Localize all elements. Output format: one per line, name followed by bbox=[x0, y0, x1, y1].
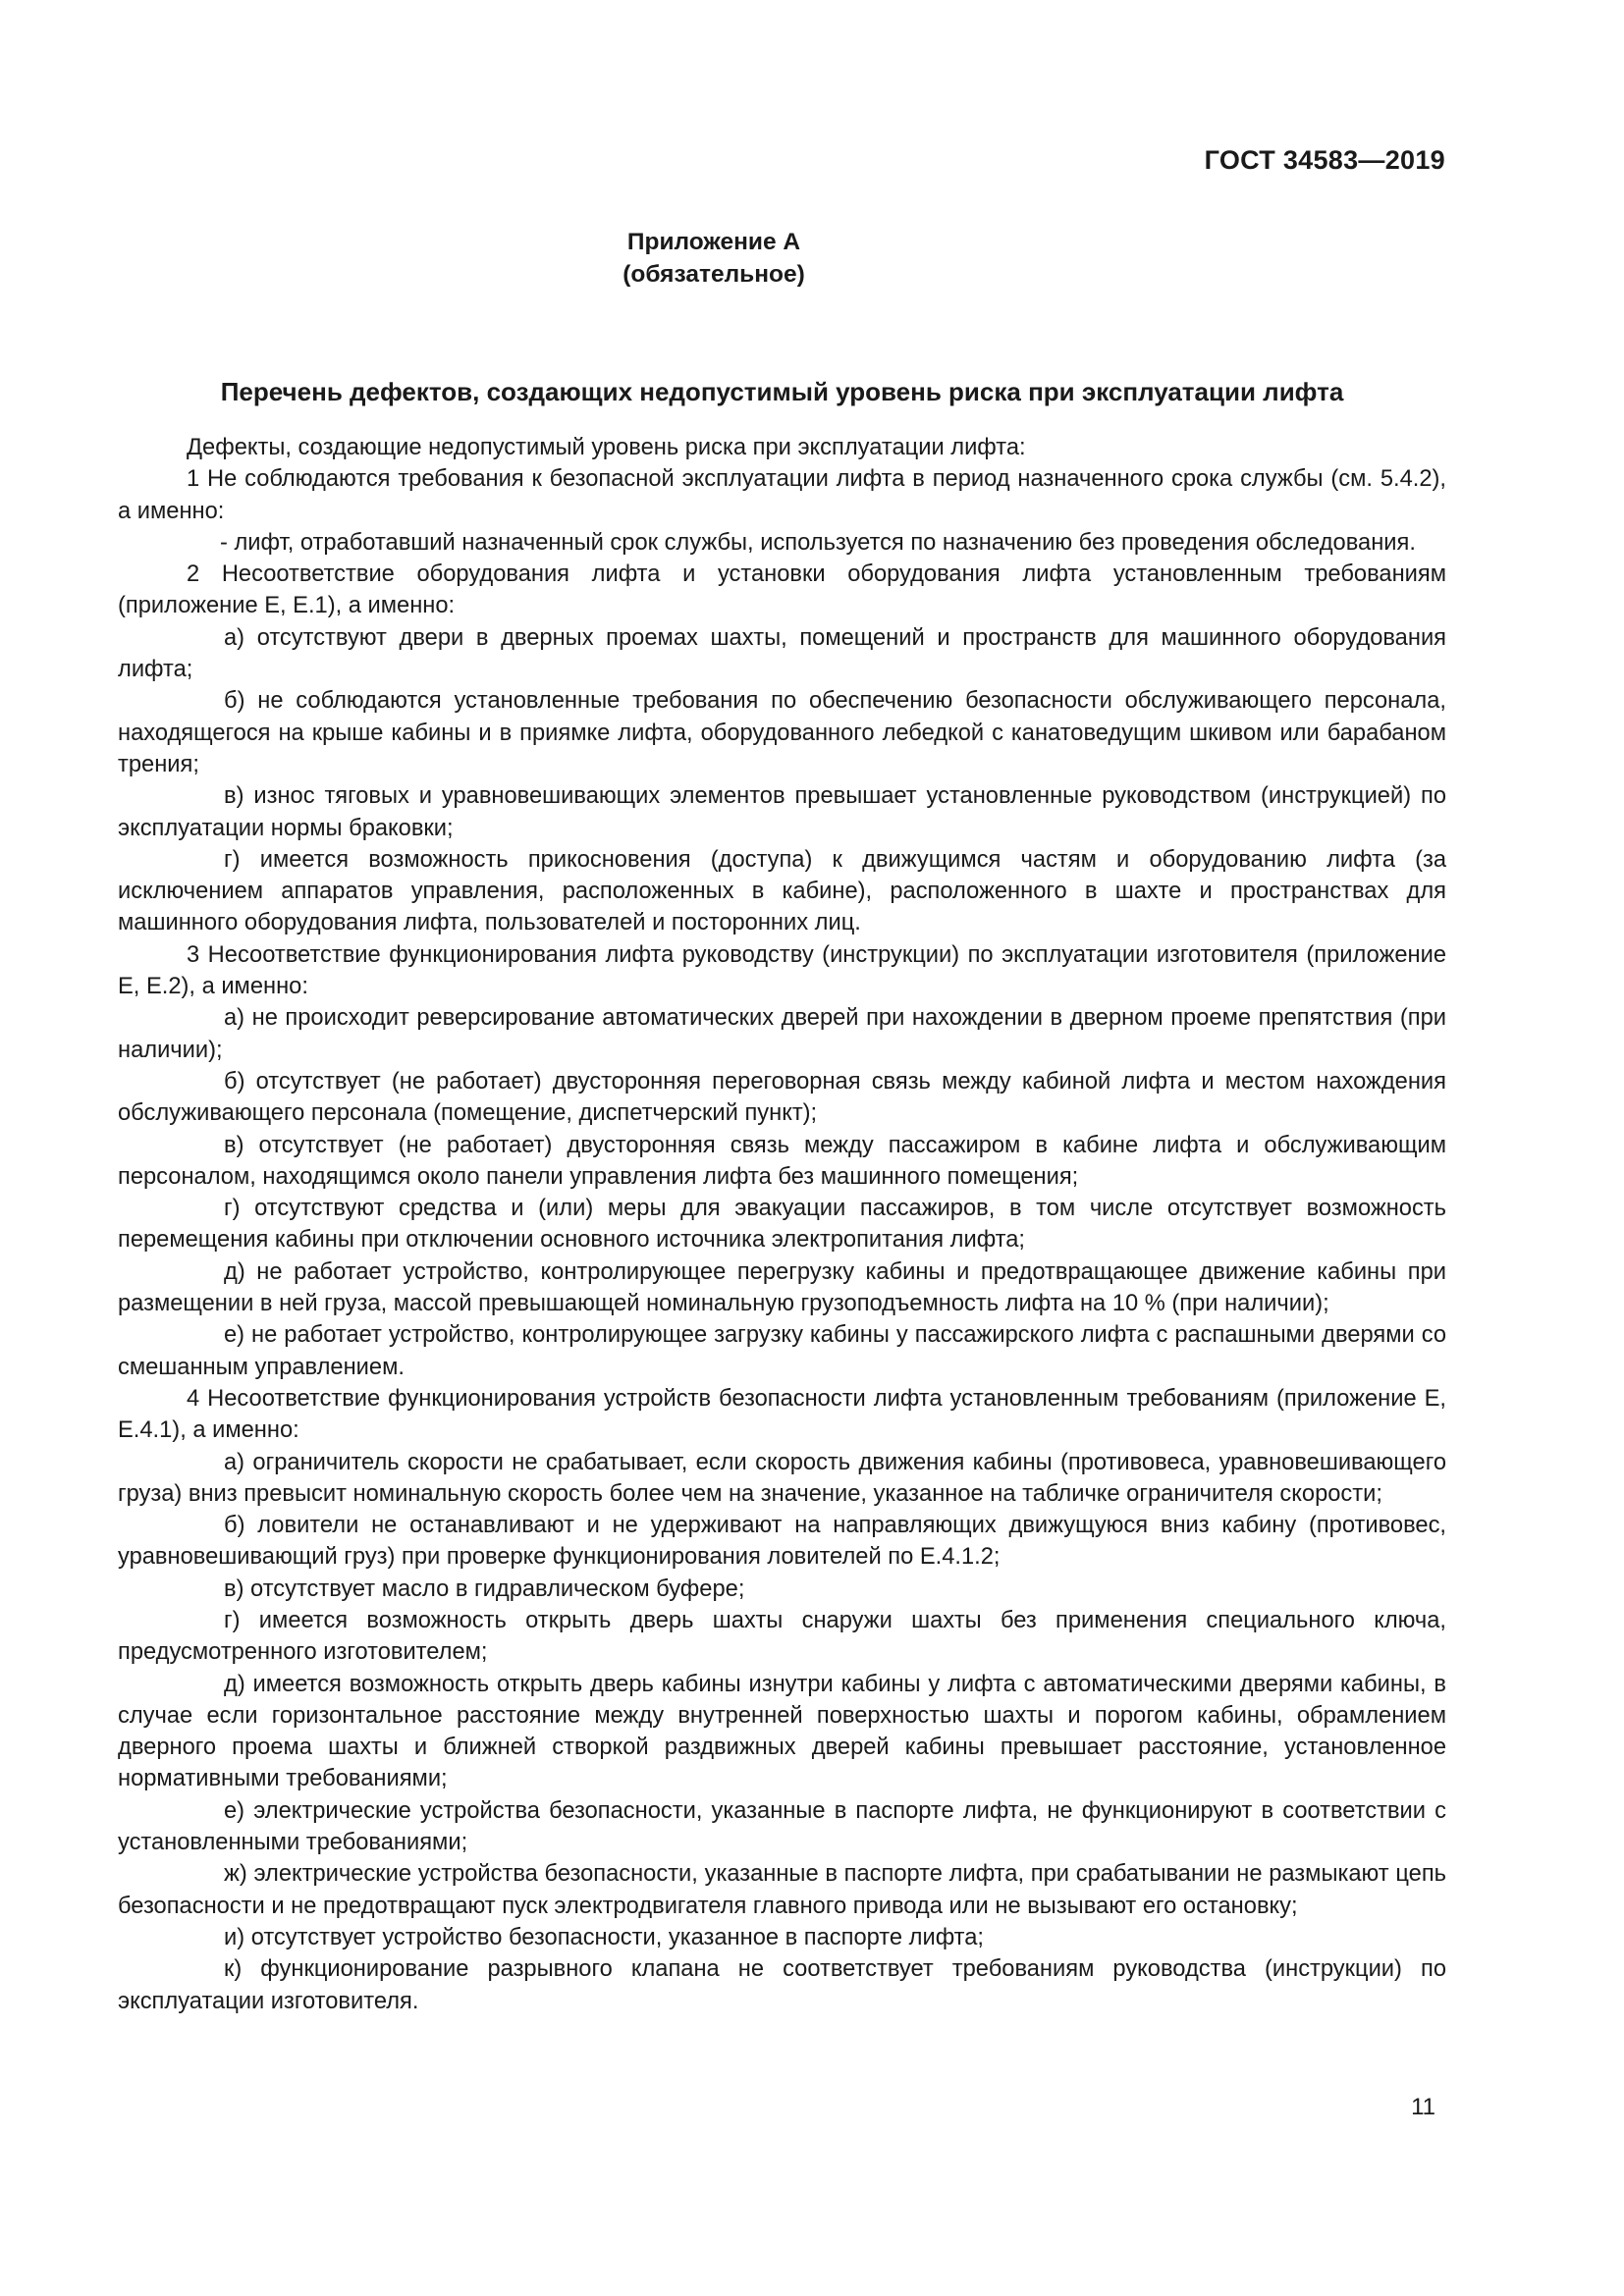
clause-4-item-b: б) ловители не останавливают и не удерживают на направляющих движущуюся вниз кабину (противовес, уравновешивающий груз) при проверке функционирования ловителей по Е.4.1.2; bbox=[118, 1513, 1446, 1571]
clause-1: 1 Не соблюдаются требования к безопасной эксплуатации лифта в период назначенного срока службы (см. 5.4.2), а именно: bbox=[118, 466, 1446, 524]
clause-3-item-g: г) отсутствуют средства и (или) меры для эвакуации пассажиров, в том числе отсутствует возможность перемещения кабины при отключении основного источника электропитания лифта; bbox=[118, 1196, 1446, 1254]
clause-4: 4 Несоответствие функционирования устройств безопасности лифта установленным требованиям (приложение Е, Е.4.1), а именно: bbox=[118, 1385, 1446, 1444]
standard-header: ГОСТ 34583—2019 bbox=[1204, 145, 1445, 175]
clause-2-item-b: б) не соблюдаются установленные требования по обеспечению безопасности обслуживающего персонала, находящегося на крыше кабины и в приямке лифта, оборудованного лебедкой с канатоведущим шкивом или барабаном трения; bbox=[118, 688, 1446, 777]
clause-3-item-e: е) не работает устройство, контролирующее загрузку кабины у пассажирского лифта с распашными дверями со смешанным управлением. bbox=[118, 1322, 1446, 1380]
intro-paragraph: Дефекты, создающие недопустимый уровень риска при эксплуатации лифта: bbox=[187, 435, 1026, 460]
clause-2: 2 Несоответствие оборудования лифта и установки оборудования лифта установленным требованиям (приложение Е, Е.1), а именно: bbox=[118, 561, 1446, 619]
clause-2-item-g: г) имеется возможность прикосновения (доступа) к движущимся частям и оборудованию лифта (за исключением аппаратов управления, расположенных в кабине), расположенного в шахте и пространствах для машинного оборудования лифта, пользователей и посторонних лиц. bbox=[118, 846, 1446, 936]
clause-4-item-d: д) имеется возможность открыть дверь кабины изнутри кабины у лифта с автоматическими дверями кабины, в случае если горизонтальное расстояние между внутренней поверхностью шахты и порогом кабины, обрамлением дверного проема шахты и ближней створкой раздвижных дверей кабины превышает расстояние, установленное нормативными требованиями; bbox=[118, 1671, 1446, 1792]
clause-3-item-d: д) не работает устройство, контролирующее перегрузку кабины и предотвращающее движение кабины при размещении в ней груза, массой превышающей номинальную грузоподъемность лифта на 10 % (при наличии); bbox=[118, 1258, 1446, 1317]
clause-2-item-v: в) износ тяговых и уравновешивающих элементов превышает установленные руководством (инструкцией) по эксплуатации нормы браковки; bbox=[118, 783, 1446, 841]
clause-3-item-v: в) отсутствует (не работает) двусторонняя связь между пассажиром в кабине лифта и обслуживающим персоналом, находящимся около панели управления лифта без машинного помещения; bbox=[118, 1132, 1446, 1190]
clause-3: 3 Несоответствие функционирования лифта руководству (инструкции) по эксплуатации изготовителя (приложение Е, Е.2), а именно: bbox=[118, 941, 1446, 1000]
clause-4-item-g: г) имеется возможность открыть дверь шахты снаружи шахты без применения специального ключа, предусмотренного изготовителем; bbox=[118, 1607, 1446, 1666]
appendix-status: (обязательное) bbox=[623, 261, 805, 288]
page-number: 11 bbox=[1411, 2094, 1435, 2120]
clause-4-item-a: а) ограничитель скорости не срабатывает, если скорость движения кабины (противовеса, уравновешивающего груза) вниз превысит номинальную скорость более чем на значение, указанное на табличке ограничителя скорости; bbox=[118, 1449, 1446, 1507]
clause-2-item-a: а) отсутствуют двери в дверных проемах шахты, помещений и пространств для машинного оборудования лифта; bbox=[118, 624, 1446, 683]
clause-4-item-zh: ж) электрические устройства безопасности, указанные в паспорте лифта, при срабатывании не размыкают цепь безопасности и не предотвращают пуск электродвигателя главного привода или не вызывают его остановку; bbox=[118, 1861, 1446, 1919]
clause-1-item: - лифт, отработавший назначенный срок службы, используется по назначению без проведения обследования. bbox=[220, 529, 1416, 556]
clause-4-item-i: и) отсутствует устройство безопасности, указанное в паспорте лифта; bbox=[224, 1924, 985, 1950]
clause-4-item-e: е) электрические устройства безопасности, указанные в паспорте лифта, не функционируют в соответствии с установленными требованиями; bbox=[118, 1797, 1446, 1856]
clause-3-item-b: б) отсутствует (не работает) двусторонняя переговорная связь между кабиной лифта и местом нахождения обслуживающего персонала (помещение, диспетчерский пункт); bbox=[118, 1068, 1446, 1127]
clause-3-item-a: а) не происходит реверсирование автоматических дверей при нахождении в дверном проеме препятствия (при наличии); bbox=[118, 1005, 1446, 1063]
appendix-title: Приложение А bbox=[626, 229, 801, 255]
section-title: Перечень дефектов, создающих недопустимый уровень риска при эксплуатации лифта bbox=[220, 377, 1344, 406]
clause-4-item-v: в) отсутствует масло в гидравлическом буфере; bbox=[224, 1575, 745, 1602]
document-body bbox=[118, 432, 1446, 2017]
clause-4-item-k: к) функционирование разрывного клапана не соответствует требованиям руководства (инструкции) по эксплуатации изготовителя. bbox=[118, 1956, 1446, 2014]
appendix-heading bbox=[0, 226, 1428, 291]
